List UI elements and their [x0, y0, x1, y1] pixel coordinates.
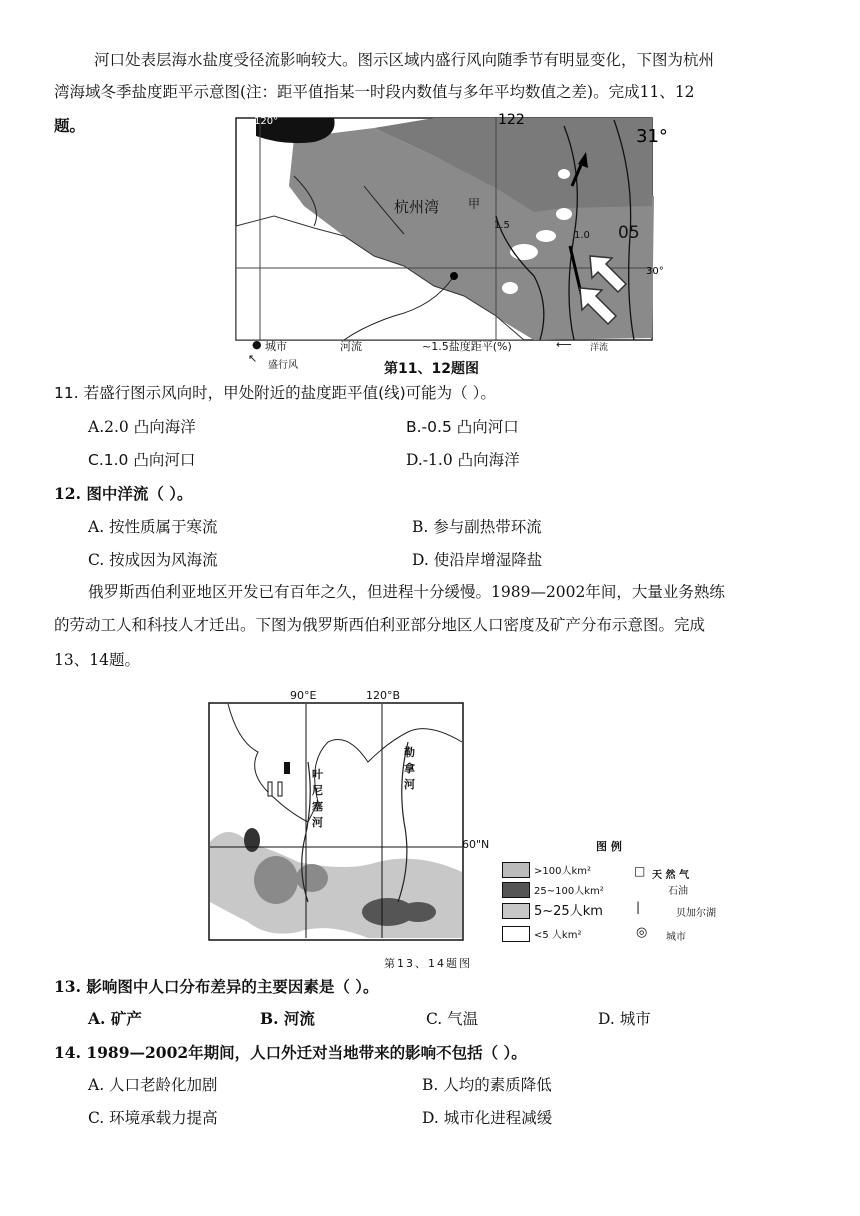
q11-option-a[interactable]: A.2.0 凸向海洋 — [88, 418, 196, 436]
legend-oil: 石油 — [668, 886, 688, 897]
island — [536, 230, 556, 242]
q11-option-c[interactable]: C.1.0 凸向河口 — [88, 451, 196, 469]
q13-option-c[interactable]: C. 气温 — [426, 1010, 479, 1028]
river2-label-char: 河 — [404, 778, 415, 791]
q12-option-a[interactable]: A. 按性质属于寒流 — [88, 518, 218, 536]
lon-left-label: 120° — [254, 116, 279, 127]
legend-isoline: ~1.5盐度距平(%) — [422, 340, 512, 353]
figure1-caption: 第11、12题图 — [384, 361, 479, 377]
legend-density-25-100: 25~100人km² — [534, 886, 604, 897]
lake-symbol — [278, 782, 282, 796]
legend-swatch-density-5 — [502, 926, 530, 942]
lon-right-label: 122 — [498, 112, 525, 128]
density-25-100 — [296, 864, 328, 892]
island — [556, 208, 572, 220]
q13-option-b[interactable]: B. 河流 — [260, 1009, 315, 1028]
river2-label-char: 拿 — [404, 762, 415, 775]
density-25-100 — [254, 856, 298, 904]
legend-wind: 盛行风 — [268, 360, 298, 371]
legend-density-5-25: 5~25人km — [534, 904, 603, 919]
q14-option-a[interactable]: A. 人口老龄化加剧 — [88, 1076, 218, 1094]
passage2-line1: 俄罗斯西伯利亚地区开发已有百年之久，但进程十分缓慢。1989—2002年间，大量业务熟练 — [88, 583, 725, 601]
legend-current: 洋流 — [590, 343, 609, 353]
q13-stem: 13. 影响图中人口分布差异的主要因素是（ ）。 — [54, 977, 379, 996]
q14-option-c[interactable]: C. 环境承载力提高 — [88, 1109, 218, 1127]
river1-label-char: 塞 — [312, 800, 323, 813]
river1-label-char: 尼 — [312, 784, 323, 797]
legend-city-symbol: ● — [252, 338, 262, 351]
lon-120-label: 120°B — [366, 689, 401, 702]
q13-option-d[interactable]: D. 城市 — [598, 1010, 651, 1028]
lat-top-label: 31° — [636, 126, 668, 147]
passage1-line2: 湾海域冬季盐度距平示意图(注：距平值指某一时段内数值与多年平均数值之差)。完成11、12 — [54, 83, 695, 101]
river1-label-char: 叶 — [312, 768, 323, 781]
q14-option-d[interactable]: D. 城市化进程减缓 — [422, 1109, 553, 1127]
q12-stem: 12. 图中洋流（ ）。 — [54, 484, 193, 503]
legend-city: 城市 — [265, 340, 287, 353]
passage1-line3: 题。 — [54, 116, 86, 135]
density-100-plus — [400, 902, 436, 922]
q14-option-b[interactable]: B. 人均的素质降低 — [422, 1076, 552, 1094]
q14-stem: 14. 1989—2002年期间，人口外迁对当地带来的影响不包括（ ）。 — [54, 1043, 527, 1062]
legend-city-icon: ◎ — [636, 925, 648, 940]
passage1-line1: 河口处表层海水盐度受径流影响较大。图示区域内盛行风向随季节有明显变化，下图为杭州 — [94, 51, 715, 69]
figure2-caption: 第13、14题图 — [384, 957, 472, 970]
river2-label-char: 勒 — [404, 746, 415, 759]
isoline-10-label: 1.0 — [574, 230, 590, 241]
legend-density-100: >100人km² — [534, 866, 592, 877]
hangzhou-bay-map — [234, 112, 668, 356]
legend-lake-icon: | — [636, 900, 641, 914]
legend-lake: 贝加尔湖 — [676, 908, 716, 919]
oil-symbol — [284, 762, 290, 774]
lon-90-label: 90°E — [290, 689, 317, 702]
legend-current-arrow-icon: ⟵ — [556, 338, 572, 351]
density-100-plus — [244, 828, 260, 852]
q12-option-b[interactable]: B. 参与副热带环流 — [412, 518, 542, 536]
legend-wind-icon: ↖ — [248, 352, 258, 365]
city-dot — [450, 272, 458, 280]
legend-river: 河流 — [340, 340, 362, 353]
river1-label-char: 河 — [312, 816, 323, 829]
lat-60-label: 60"N — [462, 838, 490, 851]
isoline-05-label: 05 — [618, 223, 640, 243]
q13-option-a[interactable]: A. 矿产 — [88, 1009, 142, 1028]
island — [558, 169, 570, 179]
legend-gas: 天 然 气 — [652, 870, 689, 881]
legend-swatch-density-5-25 — [502, 903, 530, 919]
legend-gas-icon: □ — [634, 864, 646, 878]
jia-label: 甲 — [468, 197, 481, 211]
q11-option-b[interactable]: B.-0.5 凸向河口 — [406, 418, 519, 436]
lat-bottom-label: 30° — [646, 266, 664, 277]
island — [502, 282, 518, 294]
q11-option-d[interactable]: D.-1.0 凸向海洋 — [406, 451, 520, 469]
passage2-line3: 13、14题。 — [54, 651, 140, 669]
siberia-map — [208, 702, 464, 942]
legend-swatch-density-25-100 — [502, 882, 530, 898]
legend-swatch-density-100 — [502, 862, 530, 878]
legend-density-5: <5 人km² — [534, 930, 582, 941]
bay-label: 杭州湾 — [394, 198, 440, 216]
q12-option-c[interactable]: C. 按成因为风海流 — [88, 551, 218, 569]
passage2-line2: 的劳动工人和科技人才迁出。下图为俄罗斯西伯利亚部分地区人口密度及矿产分布示意图。完成 — [54, 616, 706, 634]
legend-title: 图 例 — [596, 840, 622, 853]
isoline-15-label: 1.5 — [494, 220, 510, 231]
legend-city2: 城市 — [666, 932, 686, 943]
lake-symbol — [268, 782, 272, 796]
q11-stem: 11. 若盛行图示风向时，甲处附近的盐度距平值(线)可能为（ ）。 — [54, 384, 496, 402]
q12-option-d[interactable]: D. 使沿岸增湿降盐 — [412, 551, 543, 569]
